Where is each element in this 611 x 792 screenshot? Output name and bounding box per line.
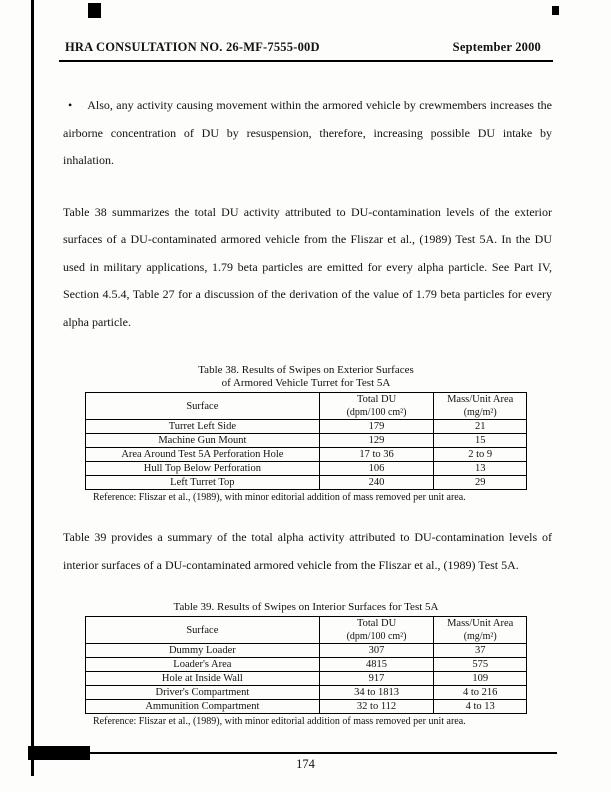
- column-header-label: Mass/Unit Area: [447, 394, 514, 405]
- cell-mass: 21: [434, 420, 527, 434]
- cell-surface: Turret Left Side: [86, 420, 320, 434]
- footer-rule: [30, 752, 557, 754]
- cell-total-du: 240: [319, 476, 434, 490]
- cell-total-du: 106: [319, 462, 434, 476]
- cell-total-du: 179: [319, 420, 434, 434]
- cell-total-du: 4815: [319, 658, 434, 672]
- table38-section: [85, 364, 527, 504]
- cell-total-du: 129: [319, 434, 434, 448]
- column-header-total-du: [319, 393, 434, 420]
- bullet-paragraph-text: Also, any activity causing movement within the armored vehicle by crewmembers increases the airborne concentration of DU by resuspension, therefore, increasing possible DU intake by inhalation.: [63, 98, 552, 167]
- column-header-surface: [86, 617, 320, 644]
- cell-surface: Dummy Loader: [86, 644, 320, 658]
- page-header: [65, 40, 541, 55]
- paragraph-table39-intro: Table 39 provides a summary of the total alpha activity attributed to DU-contamination levels of interior surfaces of a DU-contaminated armored vehicle from the Fliszar et al., (1989) Test 5A.: [63, 530, 552, 572]
- header-date: September 2000: [452, 40, 541, 54]
- column-header-surface: [86, 393, 320, 420]
- header-document-number: HRA CONSULTATION NO. 26-MF-7555-00D: [65, 40, 320, 54]
- table-row: [86, 476, 527, 490]
- cell-mass: 13: [434, 462, 527, 476]
- page-number: 174: [296, 757, 315, 771]
- column-header-units: (mg/m²): [463, 631, 497, 642]
- column-header-label: Total DU: [356, 394, 397, 405]
- cell-surface: Machine Gun Mount: [86, 434, 320, 448]
- scan-artifact-top-right: [552, 6, 559, 15]
- bullet-icon: •: [68, 98, 73, 112]
- cell-total-du: 307: [319, 644, 434, 658]
- body-text: [63, 92, 552, 336]
- cell-mass: 2 to 9: [434, 448, 527, 462]
- table-row: [86, 658, 527, 672]
- table38: [85, 392, 527, 490]
- table38-caption-line1: Table 38. Results of Swipes on Exterior Surfaces: [198, 364, 414, 376]
- table-row: [86, 700, 527, 714]
- table39: [85, 616, 527, 714]
- column-header-units: (dpm/100 cm²): [346, 631, 407, 642]
- table39-section: [85, 601, 527, 728]
- table-row: [86, 434, 527, 448]
- table-row: [86, 672, 527, 686]
- table39-header-row: [86, 617, 527, 644]
- table-row: [86, 644, 527, 658]
- cell-mass: 15: [434, 434, 527, 448]
- cell-surface: Area Around Test 5A Perforation Hole: [86, 448, 320, 462]
- column-header-units: (dpm/100 cm²): [346, 407, 407, 418]
- column-header-label: Surface: [186, 400, 219, 412]
- column-header-label: Mass/Unit Area: [447, 618, 514, 629]
- column-header-mass-unit-area: [434, 617, 527, 644]
- table39-reference: Reference: Fliszar et al., (1989), with minor editorial addition of mass removed per unit area.: [93, 716, 466, 727]
- column-header-units: (mg/m²): [463, 407, 497, 418]
- paragraph-table38-intro: Table 38 summarizes the total DU activity attributed to DU-contamination levels of the exterior surfaces of a DU-contaminated armored vehicle from the Fliszar et al., (1989) Test 5A. In the DU used in military applications, 1.79 beta particles are emitted for every alpha particle. See Part IV, Section 4.5.4, Table 27 for a discussion of the derivation of the value of 1.79 beta particles for every alpha particle.: [63, 204, 552, 329]
- table39-caption: [85, 601, 527, 614]
- cell-total-du: 34 to 1813: [319, 686, 434, 700]
- column-header-label: Total DU: [356, 618, 397, 629]
- table-row: [86, 686, 527, 700]
- cell-total-du: 32 to 112: [319, 700, 434, 714]
- table38-caption: [85, 364, 527, 390]
- cell-surface: Driver's Compartment: [86, 686, 320, 700]
- column-header-total-du: [319, 617, 434, 644]
- column-header-mass-unit-area: [434, 393, 527, 420]
- paragraph-table39-intro-block: [63, 524, 552, 579]
- cell-mass: 37: [434, 644, 527, 658]
- table38-reference: Reference: Fliszar et al., (1989), with minor editorial addition of mass removed per unit area.: [93, 492, 466, 503]
- cell-mass: 29: [434, 476, 527, 490]
- table38-header-row: [86, 393, 527, 420]
- scan-artifact-top-left: [88, 3, 101, 18]
- table-row: [86, 462, 527, 476]
- cell-surface: Ammunition Compartment: [86, 700, 320, 714]
- table-row: [86, 448, 527, 462]
- table39-caption-line1: Table 39. Results of Swipes on Interior Surfaces for Test 5A: [173, 601, 439, 613]
- cell-surface: Left Turret Top: [86, 476, 320, 490]
- cell-mass: 4 to 216: [434, 686, 527, 700]
- table38-caption-line2: of Armored Vehicle Turret for Test 5A: [221, 377, 391, 389]
- cell-surface: Loader's Area: [86, 658, 320, 672]
- cell-mass: 575: [434, 658, 527, 672]
- header-rule: [59, 60, 553, 62]
- cell-mass: 109: [434, 672, 527, 686]
- cell-surface: Hull Top Below Perforation: [86, 462, 320, 476]
- cell-mass: 4 to 13: [434, 700, 527, 714]
- column-header-label: Surface: [186, 624, 219, 636]
- cell-total-du: 917: [319, 672, 434, 686]
- table-row: [86, 420, 527, 434]
- cell-total-du: 17 to 36: [319, 448, 434, 462]
- bullet-paragraph: [63, 92, 552, 175]
- cell-surface: Hole at Inside Wall: [86, 672, 320, 686]
- scan-artifact-left-edge: [31, 0, 34, 776]
